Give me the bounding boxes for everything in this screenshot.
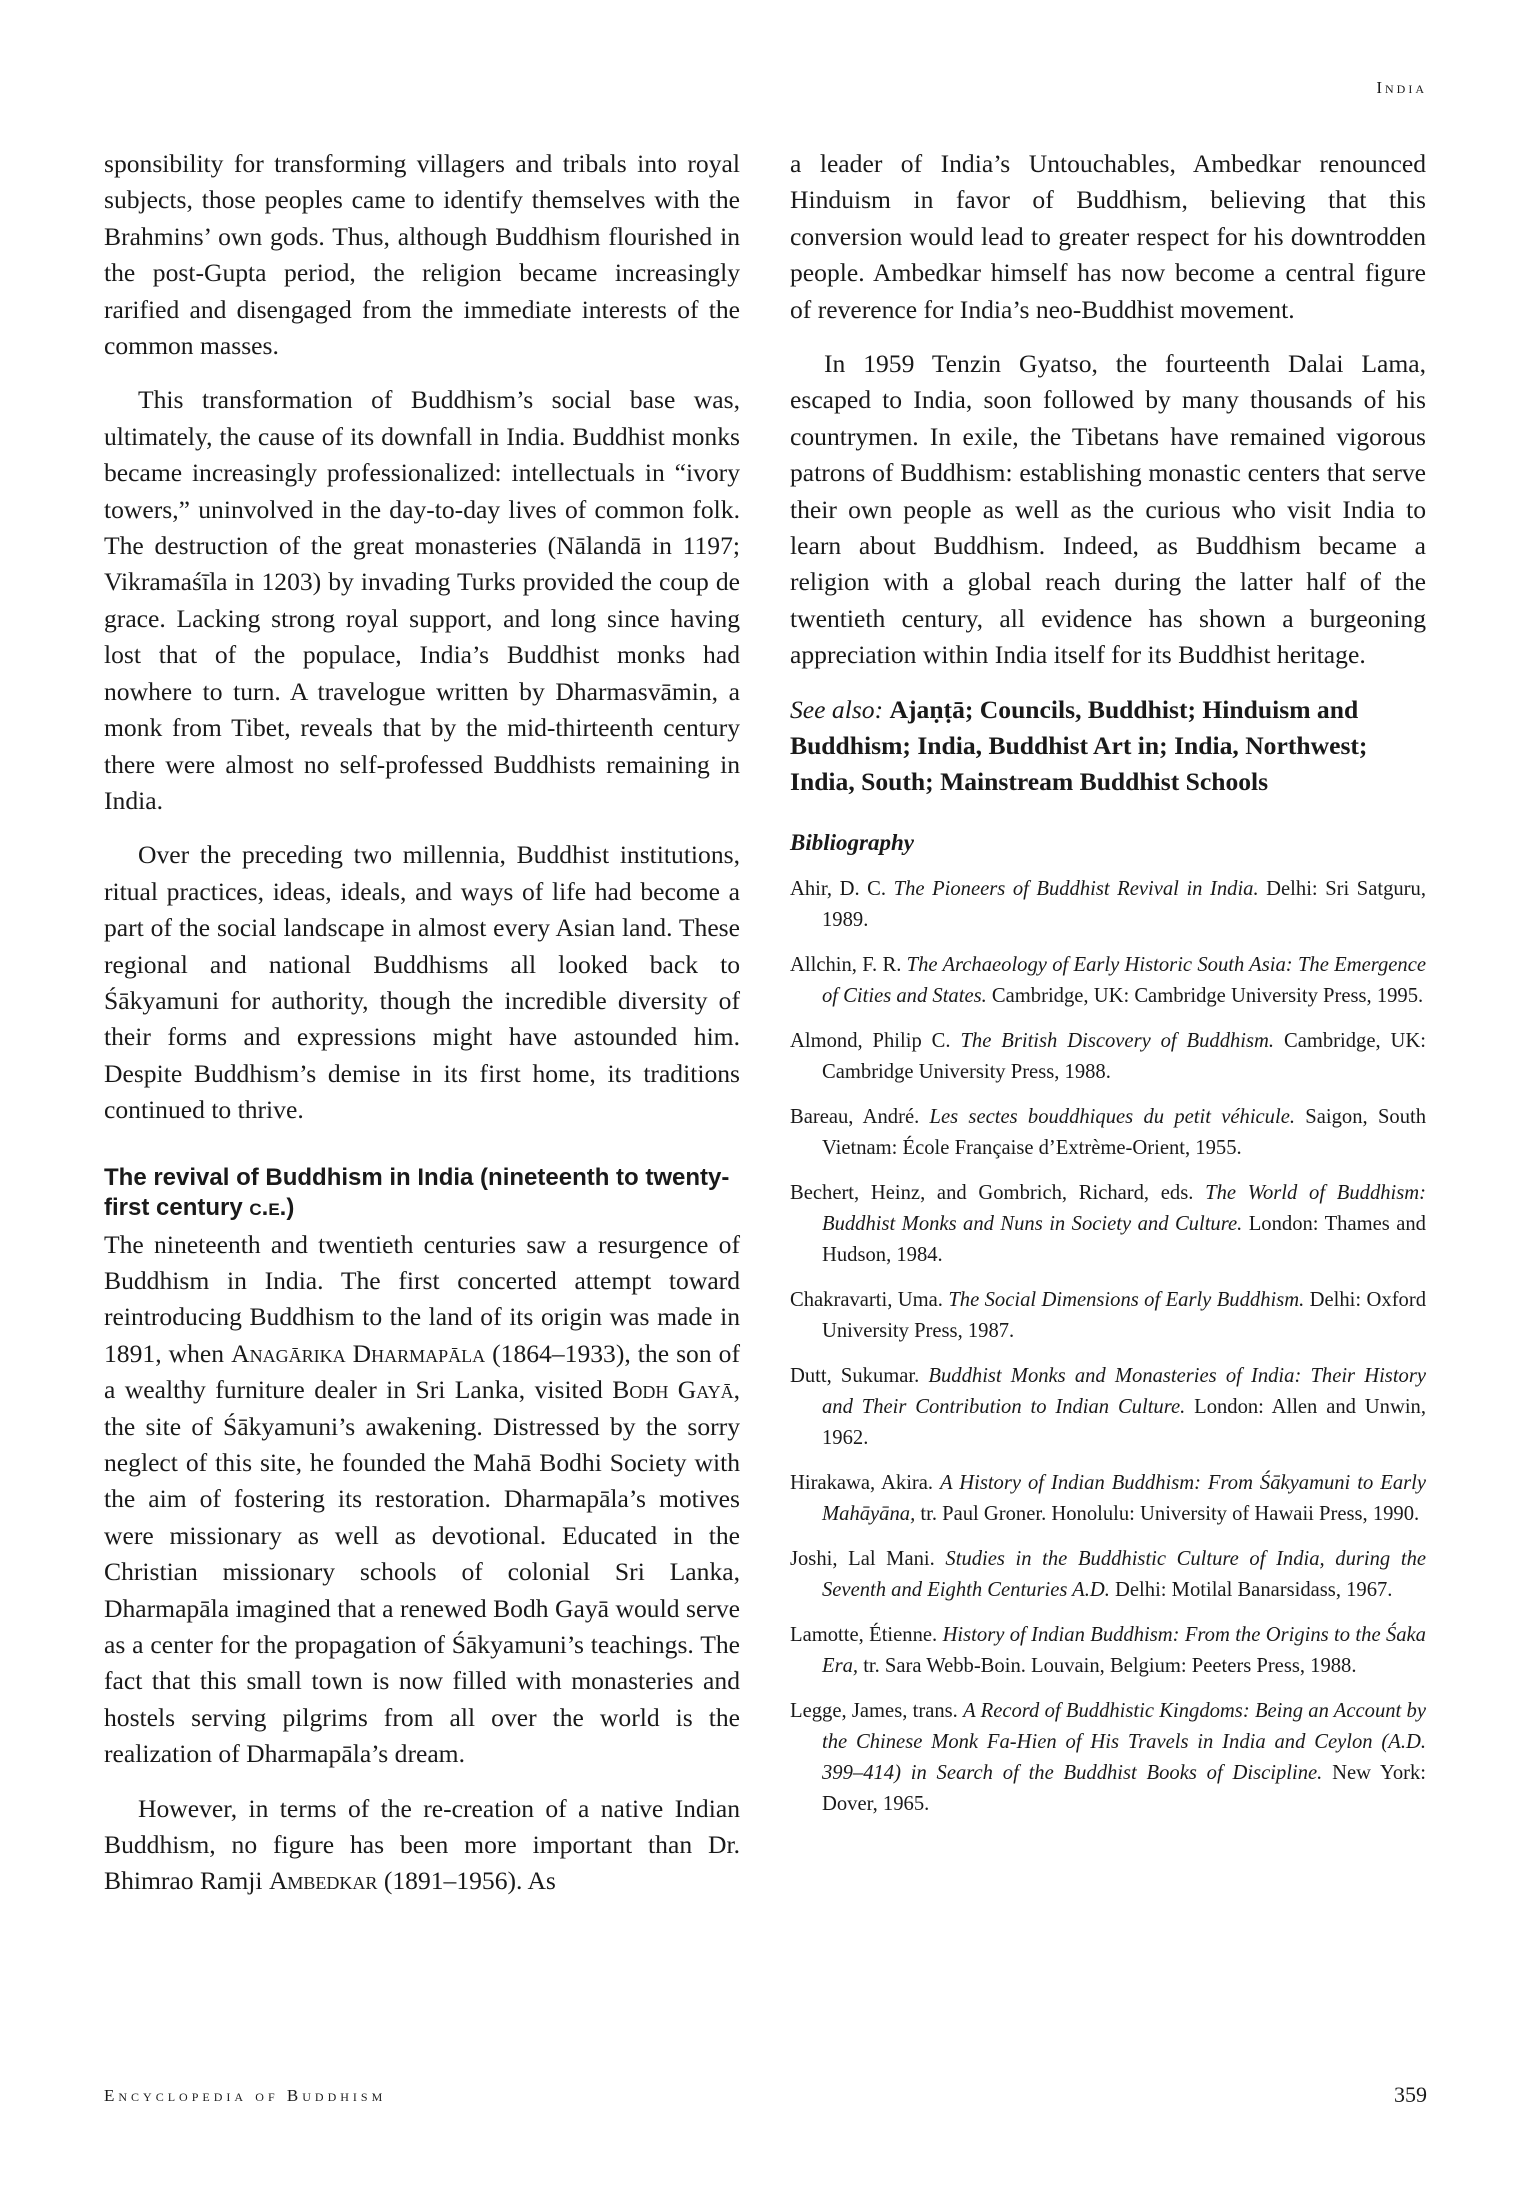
entry-publication: Delhi: Oxford University Press, 1987. [822, 1288, 1426, 1342]
entry-publication: London: Thames and Hudson, 1984. [822, 1212, 1426, 1266]
entry-author: Legge, James, trans. [790, 1699, 964, 1722]
text-segment: The nineteenth and twentieth centuries saw a resurgence of Buddhism in India. The first concerted attempt toward reintroducing Buddhism to the land of its origin was made in 1891, when [104, 1229, 740, 1368]
entry-publication: Saigon, South Vietnam: École Française d’Extrème-Orient, 1955. [822, 1105, 1427, 1159]
entry-author: Bareau, André. [790, 1105, 930, 1128]
footer-book-title: Encyclopedia of Buddhism [104, 2086, 387, 2105]
bibliography-title: Bibliography [790, 829, 914, 855]
page-number: 359 [1394, 2082, 1427, 2107]
paragraph: In 1959 Tenzin Gyatso, the fourteenth Dalai Lama, escaped to India, soon followed by many thousands of his countrymen. In exile, the Tibetans have remained vigorous patrons of Buddhism: establishing monastic centers that serve their own people as well as the curious who visit India to learn about Buddhism. Indeed, as Buddhism became a religion with a global reach during the latter half of the twentieth century, all evidence has shown a burgeoning appreciation within India itself for its Buddhist heritage. [790, 349, 1426, 670]
entry-title: A History of Indian Buddhism: From Śākyamuni to Early Mahāyāna, [822, 1471, 1426, 1525]
bibliography-entry [790, 1361, 1426, 1454]
entry-title: The Social Dimensions of Early Buddhism. [948, 1288, 1305, 1311]
paragraph: This transformation of Buddhism’s social base was, ultimately, the cause of its downfall in India. Buddhist monks became increasingly professionalized: intellectuals in “ivory towers,” uninvolved in the day-to-day lives of common folk. The destruction of the great monasteries (Nālandā in 1197; Vikramaśīla in 1203) by invading Turks provided the coup de grace. Lacking strong royal support, and long since having lost that of the populace, India’s Buddhist monks had nowhere to turn. A travelogue written by Dharmasvāmin, a monk from Tibet, reveals that by the mid-thirteenth century there were almost no self-professed Buddhists remaining in India. [104, 385, 740, 815]
entry-publication: tr. Sara Webb-Boin. Louvain, Belgium: Peeters Press, 1988. [858, 1654, 1357, 1677]
cross-reference-link[interactable]: Bodh Gayā [612, 1375, 734, 1405]
bibliography-entry [790, 1544, 1426, 1606]
entry-title: A Record of Buddhistic Kingdoms: Being an Account by the Chinese Monk Fa-Hien of His Travels in India and Ceylon (A.D. 399–414) in Search of the Buddhist Books of Discipline. [822, 1699, 1426, 1784]
bibliography-entry [790, 874, 1426, 936]
cross-reference-link[interactable]: Ambedkar [268, 1866, 378, 1896]
entry-author: Allchin, F. R. [790, 953, 907, 976]
entry-publication: Delhi: Sri Satguru, 1989. [822, 877, 1426, 931]
paragraph: Over the preceding two millennia, Buddhist institutions, ritual practices, ideas, ideals, and ways of life had become a part of the social landscape in almost every Asian land. These regional and national Buddhisms all looked back to Śākyamuni for authority, though the incredible diversity of their forms and expressions might have astounded him. Despite Buddhism’s demise in its first home, its traditions continued to thrive. [104, 840, 740, 1125]
entry-publication: tr. Paul Groner. Honolulu: University of Hawaii Press, 1990. [915, 1502, 1420, 1525]
entry-author: Joshi, Lal Mani. [790, 1547, 946, 1570]
section-heading-era: c.e. [249, 1193, 287, 1221]
entry-title: The Pioneers of Buddhist Revival in India. [893, 877, 1259, 900]
see-also-label: See also: [790, 694, 884, 724]
paragraph [104, 1227, 740, 1773]
see-also-links[interactable]: Ajaṇṭā; Councils, Buddhist; Hinduism and Buddhism; India, Buddhist Art in; India, Northwest; India, South; Mainstream Buddhist Schools [790, 694, 1368, 796]
paragraph: sponsibility for transforming villagers and tribals into royal subjects, those peoples came to identify themselves with the Brahmins’ own gods. Thus, although Buddhism flourished in the post-Gupta period, the religion became increasingly rarified and disengaged from the immediate interests of the common masses. [104, 149, 740, 361]
bibliography-list [790, 874, 1426, 1820]
text-segment: (1891–1956). As [377, 1866, 556, 1896]
entry-author: Lamotte, Étienne. [790, 1623, 943, 1646]
bibliography-entry [790, 1620, 1426, 1682]
section-heading [104, 1163, 740, 1223]
entry-author: Bechert, Heinz, and Gombrich, Richard, eds. [790, 1181, 1206, 1204]
entry-author: Hirakawa, Akira. [790, 1471, 941, 1494]
bibliography-entry [790, 1696, 1426, 1820]
entry-title: Les sectes bouddhiques du petit véhicule. [929, 1105, 1295, 1128]
section-heading-close: ) [286, 1193, 295, 1221]
entry-author: Ahir, D. C. [790, 877, 894, 900]
bibliography-entry [790, 1468, 1426, 1530]
entry-author: Almond, Philip C. [790, 1029, 961, 1052]
entry-publication: Cambridge, UK: Cambridge University Press, 1995. [986, 984, 1424, 1007]
entry-title: Studies in the Buddhistic Culture of India, during the Seventh and Eighth Centuries A.D. [822, 1547, 1427, 1601]
entry-title: Buddhist Monks and Monasteries of India: Their History and Their Contribution to Indian Culture. [822, 1364, 1426, 1418]
paragraph: a leader of India’s Untouchables, Ambedkar renounced Hinduism in favor of Buddhism, believing that this conversion would lead to greater respect for his downtrodden people. Ambedkar himself has now become a central figure of reverence for India’s neo-Buddhist movement. [790, 149, 1426, 324]
bibliography-entry [790, 1102, 1426, 1164]
entry-title: The World of Buddhism: Buddhist Monks and Nuns in Society and Culture. [822, 1181, 1427, 1235]
entry-title: The Archaeology of Early Historic South Asia: The Emergence of Cities and States. [822, 953, 1426, 1007]
text-segment: , the site of Śākyamuni’s awakening. Distressed by the sorry neglect of this site, he founded the Mahā Bodhi Society with the aim of fostering its restoration. Dharmapāla’s motives were missionary as well as devotional. Educated in the Christian missionary schools of colonial Sri Lanka, Dharmapāla imagined that a renewed Bodh Gayā would serve as a center for the propagation of Śākyamuni’s teachings. The fact that this small town is now filled with monasteries and hostels serving pilgrims from all over the world is the realization of Dharmapāla’s dream. [104, 1375, 741, 1769]
entry-author: Dutt, Sukumar. [790, 1364, 929, 1387]
entry-title: The British Discovery of Buddhism. [960, 1029, 1275, 1052]
text-segment: (1864–1933), the son of a wealthy furniture dealer in Sri Lanka, visited [104, 1338, 740, 1405]
text-segment: However, in terms of the re-creation of a native Indian Buddhism, no figure has been more important than Dr. Bhimrao Ramji [104, 1793, 740, 1896]
bibliography-entry [790, 1026, 1426, 1088]
entry-publication: London: Allen and Unwin, 1962. [822, 1395, 1426, 1449]
bibliography-entry [790, 1178, 1426, 1271]
paragraph [104, 1791, 740, 1900]
entry-author: Chakravarti, Uma. [790, 1288, 949, 1311]
bibliography-entry [790, 950, 1426, 1012]
section-heading-text: The revival of Buddhism in India (nineteenth to twenty-first century [104, 1163, 730, 1221]
cross-reference-link[interactable]: Anagārika Dharmapāla [231, 1338, 486, 1368]
running-head: India [1376, 78, 1427, 97]
bibliography-entry [790, 1285, 1426, 1347]
left-column [104, 146, 740, 1918]
entry-publication: Cambridge, UK: Cambridge University Press, 1988. [822, 1029, 1427, 1083]
entry-publication: Delhi: Motilal Banarsidass, 1967. [1109, 1578, 1393, 1601]
right-column [790, 146, 1426, 1834]
see-also [790, 692, 1426, 800]
entry-publication: New York: Dover, 1965. [822, 1761, 1426, 1815]
entry-title: History of Indian Buddhism: From the Origins to the Śaka Era, [822, 1623, 1426, 1677]
